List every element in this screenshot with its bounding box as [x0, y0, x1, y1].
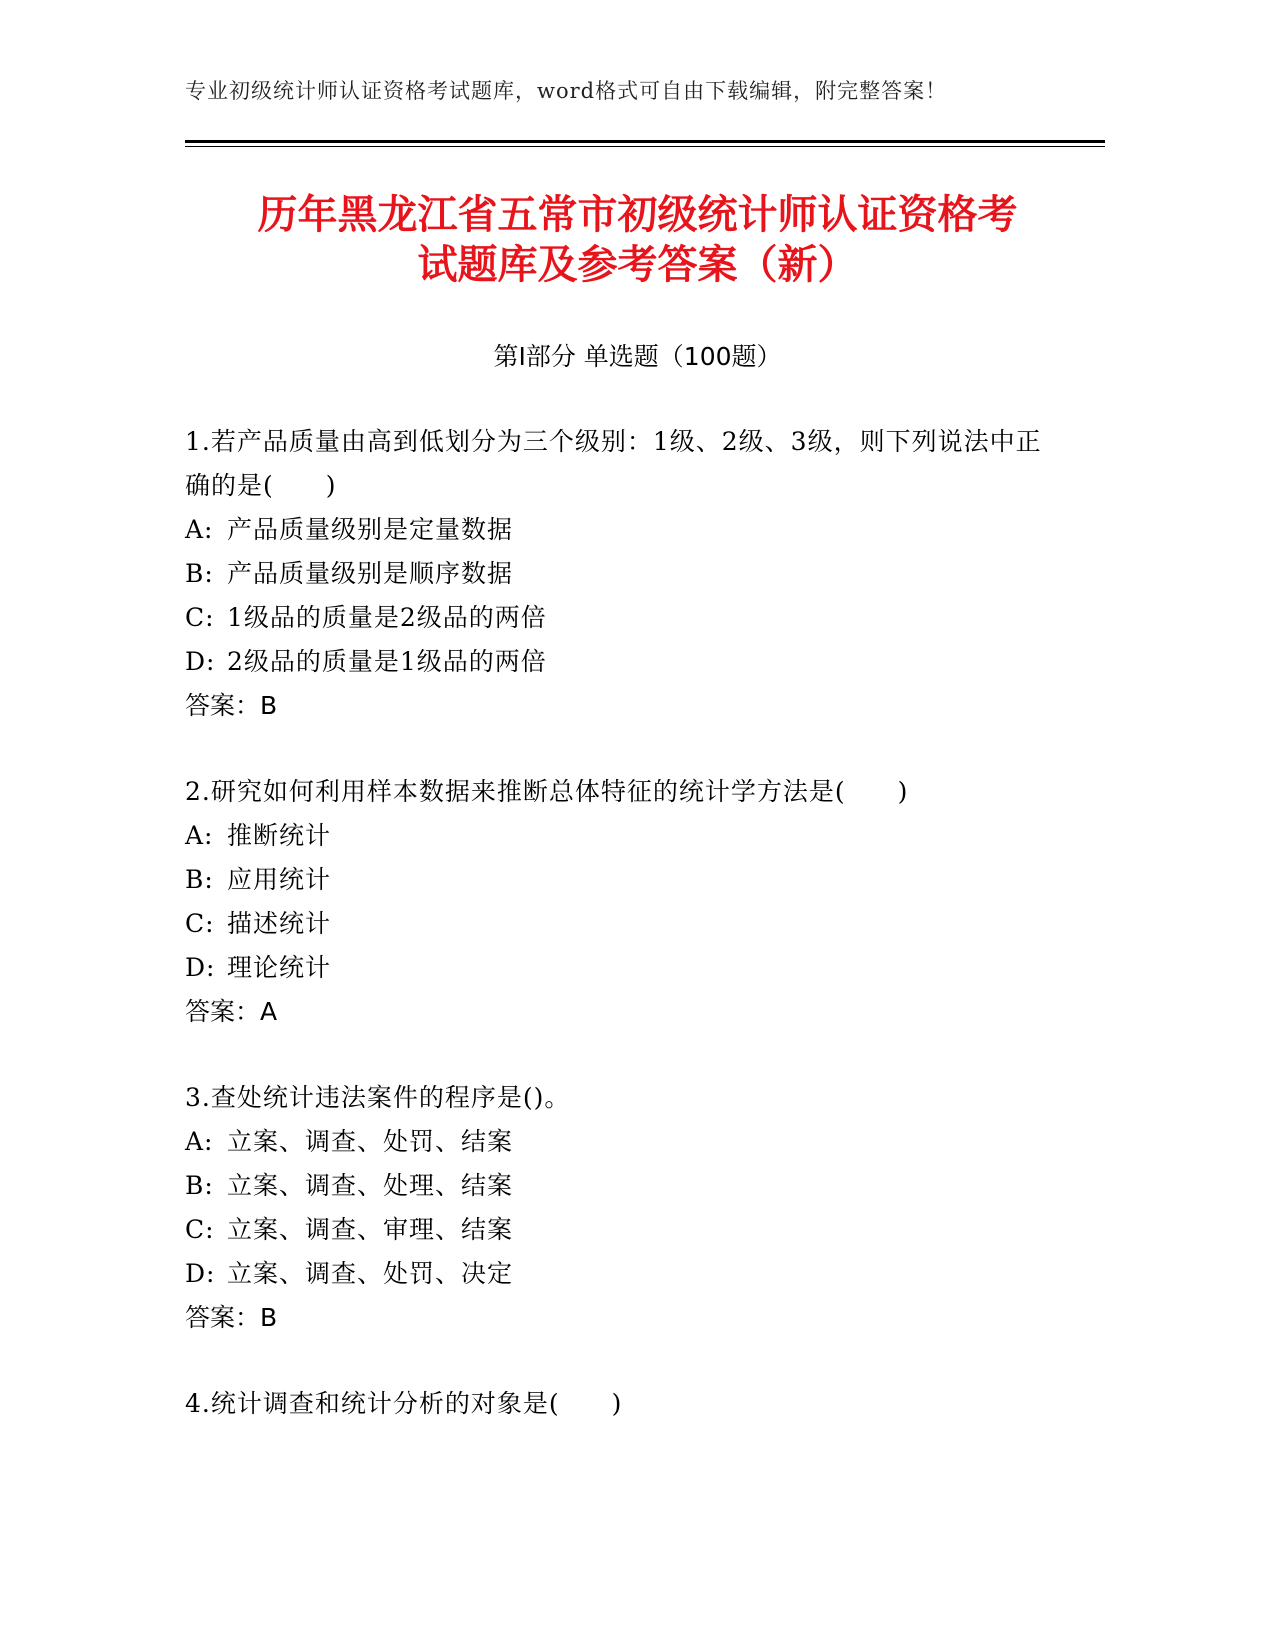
- header-note: 专业初级统计师认证资格考试题库，word格式可自由下载编辑，附完整答案！: [185, 79, 948, 103]
- question-option-a: [185, 508, 1065, 552]
- option-text: 立案、调查、处理、结案: [227, 1171, 514, 1200]
- question-option-b: [185, 858, 1065, 902]
- option-letter: D:: [185, 1259, 216, 1288]
- option-text: 立案、调查、处罚、决定: [227, 1259, 514, 1288]
- question-option-c: [185, 596, 1065, 640]
- question-option-d: [185, 1252, 1065, 1296]
- option-letter: C:: [185, 909, 215, 938]
- question-stem: 1.若产品质量由高到低划分为三个级别：1级、2级、3级，则下列说法中正确的是( ): [185, 427, 1042, 500]
- question-stem: 4.统计调查和统计分析的对象是( ): [185, 1389, 623, 1418]
- option-letter: D:: [185, 953, 216, 982]
- document-title: [120, 190, 1155, 290]
- question-option-c: [185, 1208, 1065, 1252]
- question-2: [185, 770, 1065, 1034]
- option-letter: D:: [185, 647, 216, 676]
- question-answer: 答案：B: [185, 691, 278, 720]
- option-text: 理论统计: [227, 953, 332, 982]
- header-rule-thin: [185, 146, 1105, 147]
- question-4: [185, 1382, 1065, 1426]
- section-heading: 第Ⅰ部分 单选题（100题）: [493, 342, 782, 371]
- header-rule-thick: [185, 140, 1105, 143]
- document-title-line-2: 试题库及参考答案（新）: [417, 242, 858, 288]
- question-answer: 答案：A: [185, 997, 278, 1026]
- option-letter: A:: [185, 821, 214, 850]
- option-letter: C:: [185, 603, 215, 632]
- question-option-d: [185, 946, 1065, 990]
- option-letter: C:: [185, 1215, 215, 1244]
- question-option-a: [185, 1120, 1065, 1164]
- question-1: [185, 420, 1065, 728]
- option-text: 立案、调查、审理、结案: [227, 1215, 514, 1244]
- question-3: [185, 1076, 1065, 1340]
- option-text: 推断统计: [227, 821, 332, 850]
- question-list: [185, 420, 1065, 1468]
- option-text: 立案、调查、处罚、结案: [227, 1127, 514, 1156]
- option-text: 应用统计: [227, 865, 332, 894]
- question-option-c: [185, 902, 1065, 946]
- document-title-line-1: 历年黑龙江省五常市初级统计师认证资格考: [257, 192, 1018, 238]
- option-letter: A:: [185, 515, 214, 544]
- option-letter: A:: [185, 1127, 214, 1156]
- option-text: 2级品的质量是1级品的两倍: [227, 647, 547, 676]
- option-text: 产品质量级别是顺序数据: [227, 559, 514, 588]
- question-option-d: [185, 640, 1065, 684]
- option-text: 1级品的质量是2级品的两倍: [227, 603, 547, 632]
- question-stem: 3.查处统计违法案件的程序是()。: [185, 1083, 571, 1112]
- option-letter: B:: [185, 1171, 214, 1200]
- option-letter: B:: [185, 559, 214, 588]
- question-option-b: [185, 552, 1065, 596]
- option-text: 产品质量级别是定量数据: [227, 515, 514, 544]
- question-stem: 2.研究如何利用样本数据来推断总体特征的统计学方法是( ): [185, 777, 909, 806]
- question-option-a: [185, 814, 1065, 858]
- question-answer: 答案：B: [185, 1303, 278, 1332]
- option-letter: B:: [185, 865, 214, 894]
- question-option-b: [185, 1164, 1065, 1208]
- option-text: 描述统计: [227, 909, 332, 938]
